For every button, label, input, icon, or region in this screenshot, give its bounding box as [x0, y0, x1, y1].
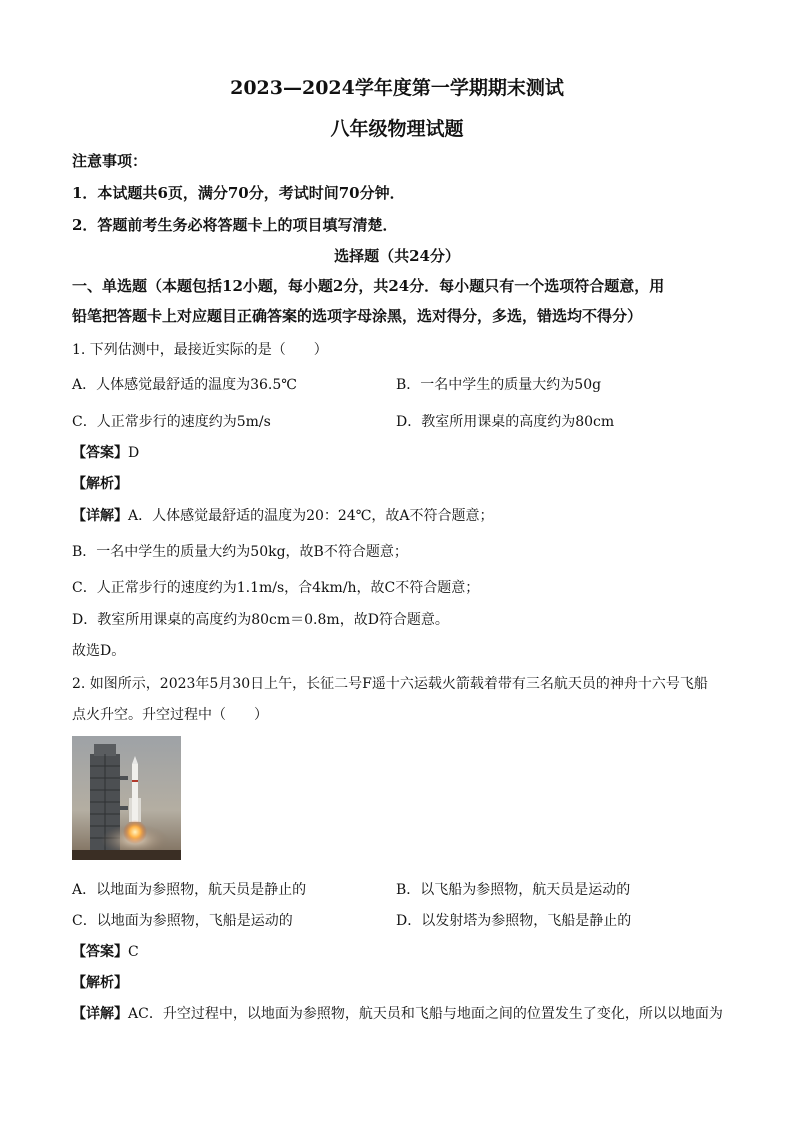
q1-conclusion: 故选D。: [72, 643, 126, 659]
q1-detail-line-2: B．一名中学生的质量大约为50kg，故B不符合题意；: [72, 544, 408, 560]
notes-heading: 注意事项：: [72, 152, 148, 170]
q1-analysis-label: [72, 473, 128, 493]
q2-option-b: B．以飞船为参照物，航天员是运动的: [396, 882, 631, 898]
detail-label: 【详解】: [72, 1006, 128, 1022]
notes-item-2: 2．答题前考生务必将答题卡上的项目填写清楚．: [72, 216, 398, 234]
answer-label: 【答案】: [72, 445, 128, 461]
analysis-label: 【解析】: [72, 975, 128, 991]
q1-option-c: C．人正常步行的速度约为5m/s: [72, 414, 271, 430]
q1-option-b: B．一名中学生的质量大约为50g: [396, 377, 602, 393]
q1-detail-line-1: [72, 505, 494, 525]
q2-option-c: C．以地面为参照物，飞船是运动的: [72, 913, 293, 929]
q1-stem: 1. 下列估测中，最接近实际的是（ ）: [72, 342, 328, 358]
exam-title: 2023—2024学年度第一学期期末测试: [230, 77, 564, 99]
q1-detail-line-4: D．教室所用课桌的高度约为80cm＝0.8m，故D符合题意。: [72, 612, 449, 628]
analysis-label: 【解析】: [72, 476, 128, 492]
q2-answer-row: [72, 941, 139, 961]
q2-answer-value: C: [128, 944, 139, 960]
section-title: 选择题（共24分）: [334, 247, 460, 265]
detail-label: 【详解】: [72, 508, 128, 524]
q1-detail-text-1: A．人体感觉最舒适的温度为20：24℃，故A不符合题意；: [128, 508, 494, 524]
section-intro-line-1: 一、单选题（本题包括12小题，每小题2分，共24分．每小题只有一个选项符合题意，用: [72, 277, 665, 295]
q2-option-a: A．以地面为参照物，航天员是静止的: [72, 882, 307, 898]
q1-answer-row: [72, 442, 139, 462]
q1-option-a: A．人体感觉最舒适的温度为36.5℃: [72, 377, 297, 393]
answer-label: 【答案】: [72, 944, 128, 960]
q2-option-d: D．以发射塔为参照物，飞船是静止的: [396, 913, 632, 929]
q2-stem-line-1: 2. 如图所示，2023年5月30日上午，长征二号F遥十六运载火箭载着带有三名航天员的神舟十六号飞船: [72, 676, 708, 692]
q2-detail-text-1: AC．升空过程中，以地面为参照物，航天员和飞船与地面之间的位置发生了变化，所以以地面为: [128, 1006, 723, 1022]
q2-detail-line-1: [72, 1003, 723, 1023]
rocket-launch-photo: [72, 736, 181, 860]
q1-option-d: D．教室所用课桌的高度约为80cm: [396, 414, 615, 430]
q1-detail-line-3: C．人正常步行的速度约为1.1m/s，合4km/h，故C不符合题意；: [72, 580, 480, 596]
section-intro-line-2: 铅笔把答题卡上对应题目正确答案的选项字母涂黑，选对得分，多选，错选均不得分）: [72, 307, 643, 325]
exam-subtitle: 八年级物理试题: [330, 118, 464, 140]
q1-answer-value: D: [128, 445, 140, 461]
q2-analysis-label: [72, 972, 128, 992]
q2-stem-line-2: 点火升空。升空过程中（ ）: [72, 707, 268, 723]
notes-item-1: 1．本试题共6页，满分70分，考试时间70分钟．: [72, 184, 405, 202]
